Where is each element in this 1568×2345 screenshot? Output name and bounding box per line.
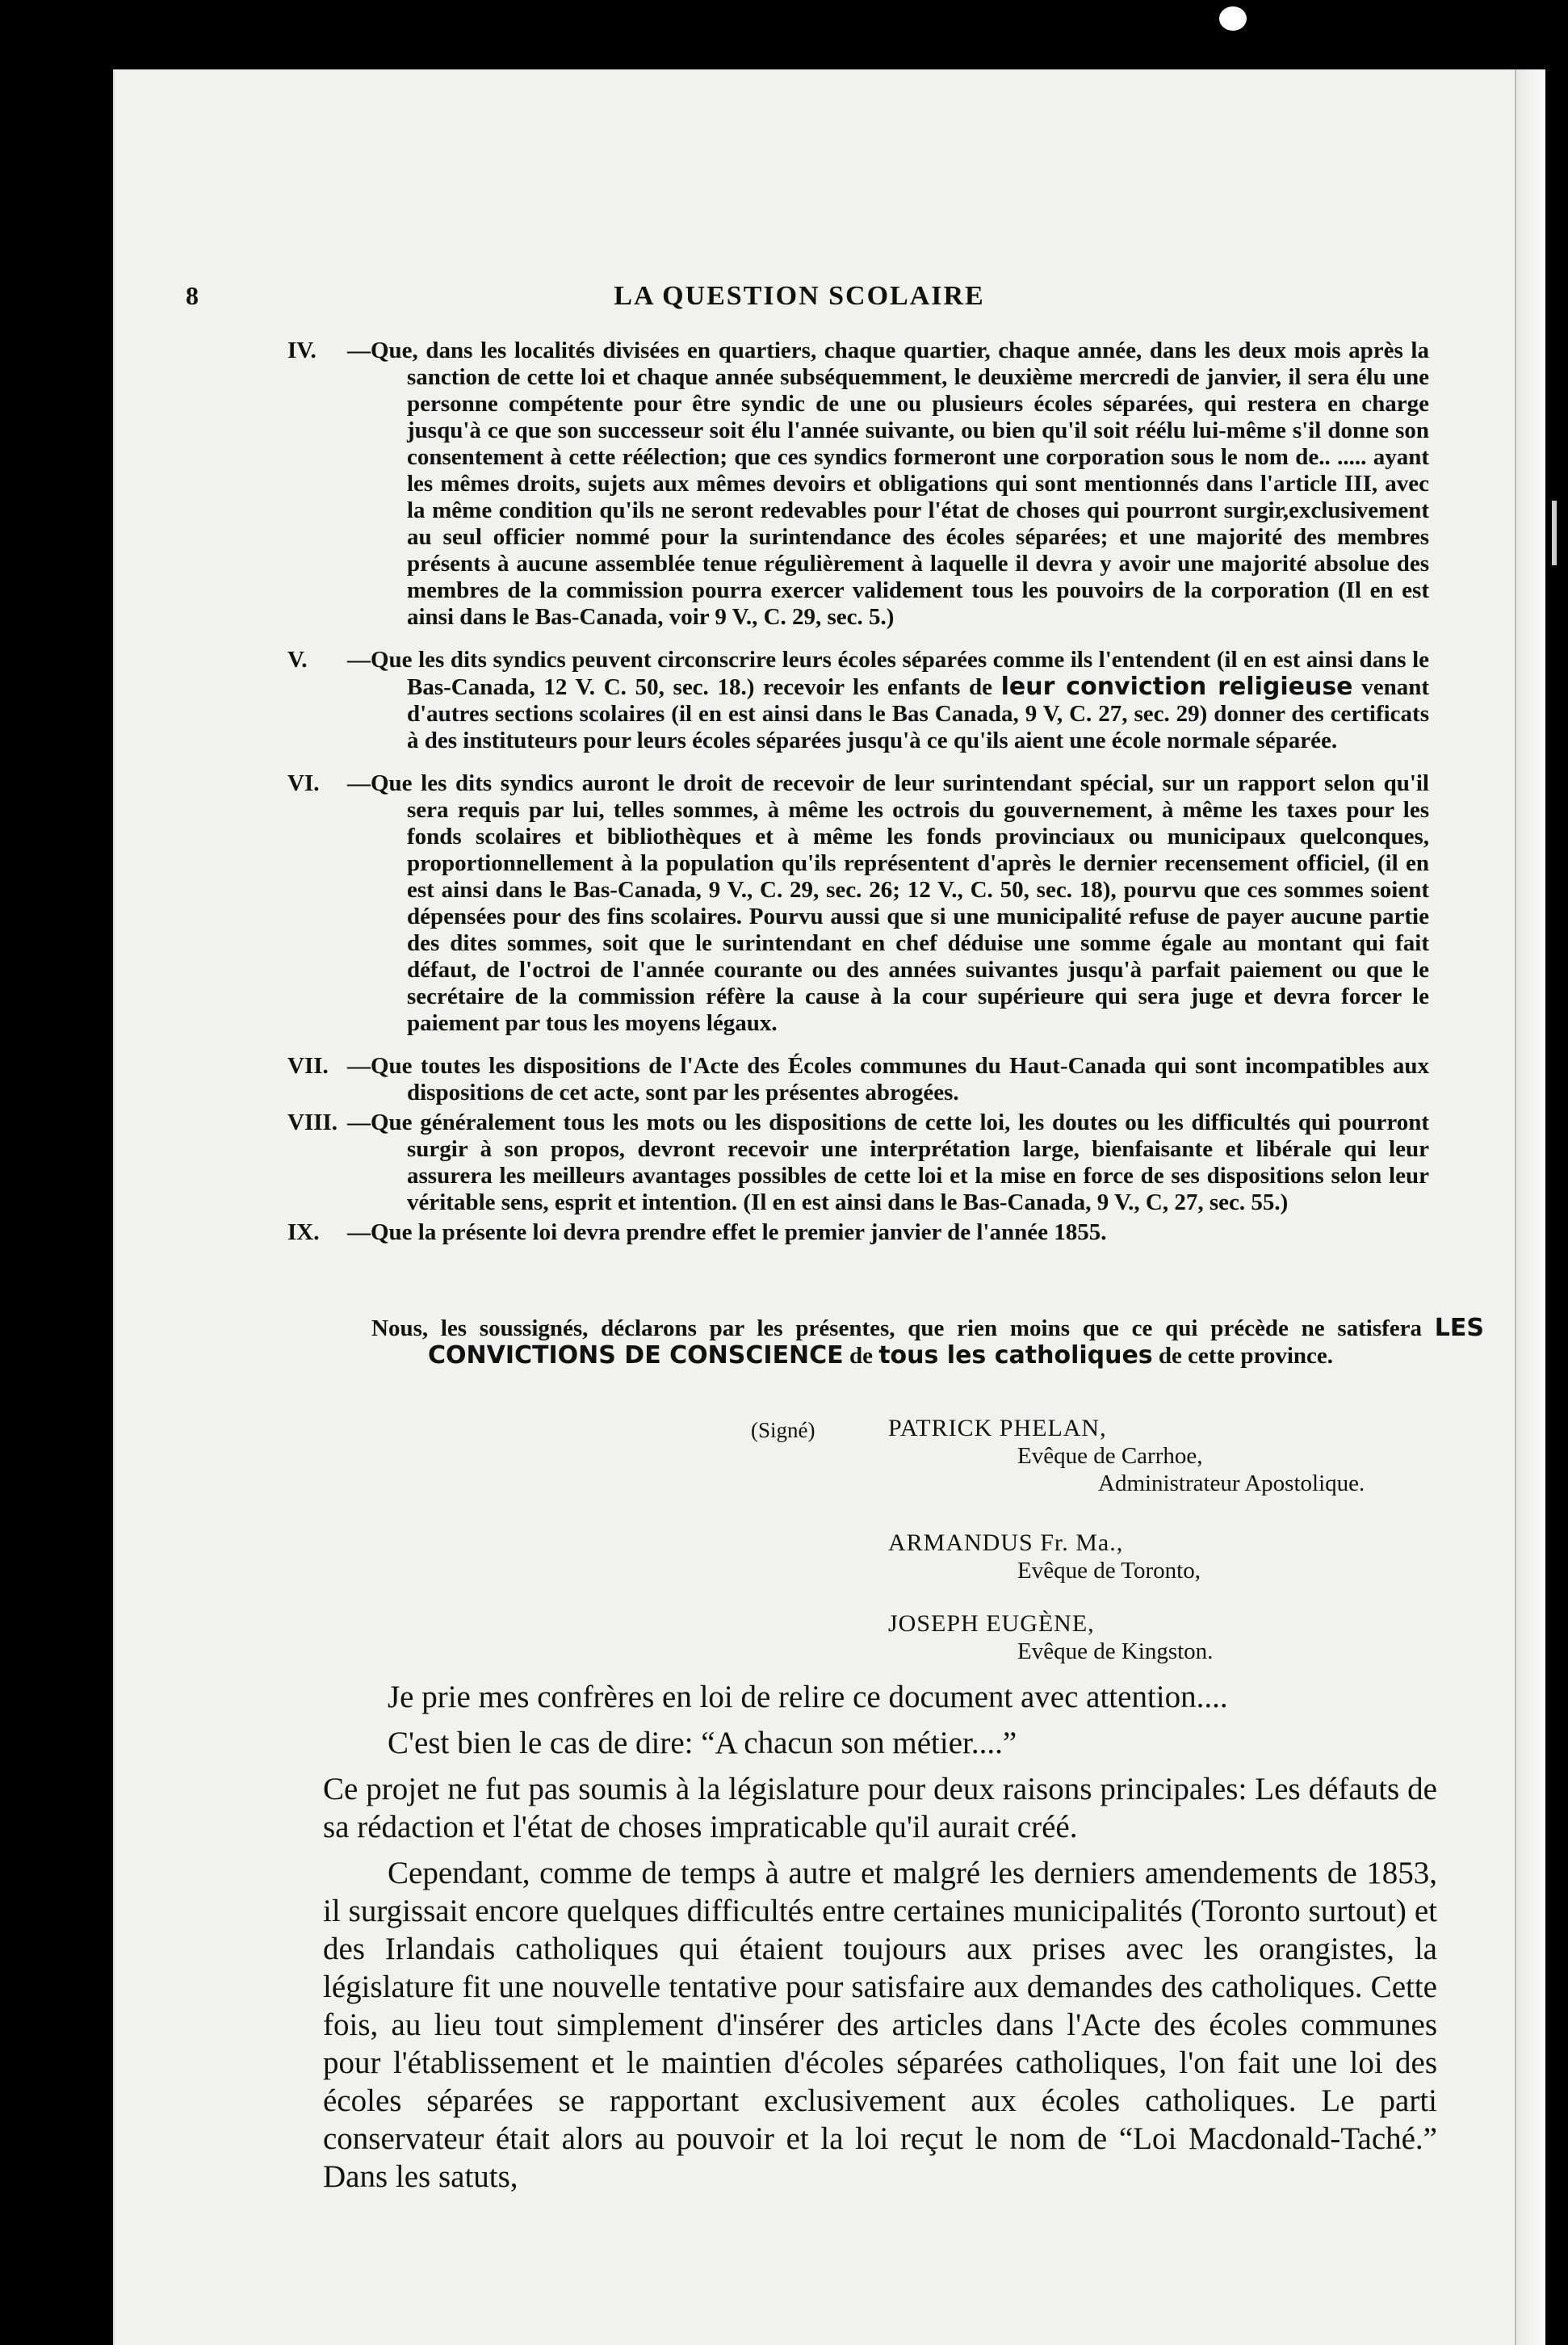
body-paragraph: Je prie mes confrères en loi de relire ce document avec attention.... <box>388 1680 1228 1714</box>
body-paragraph: C'est bien le cas de dire: “A chacun son métier....” <box>388 1726 1017 1760</box>
body-paragraph: Ce projet ne fut pas soumis à la législature pour deux raisons principales: Les défauts de sa rédaction et l'état de choses impraticable qu'il aurait créé. <box>323 1772 1437 1844</box>
signer-title: Evêque de Carrhoe, <box>1017 1443 1203 1469</box>
signer-phelan <box>751 1415 1445 1497</box>
signer-eugene <box>751 1610 1445 1665</box>
article-ix <box>347 1219 1429 1246</box>
article-emphasis: leur conviction religieuse <box>1000 673 1353 701</box>
article-text: venant d'autres sections scolaires (il en est ainsi dans le Bas Canada, 9 V, C. 27, sec. 29) donner des certificats à des instituteurs pour leurs écoles séparées jusqu'à ce qu'ils aient une école normale séparée. <box>407 674 1430 753</box>
article-text: —Que généralement tous les mots ou les dispositions de cette loi, les doutes ou les difficultés qui pourront surgir à son propos, devront recevoir une interprétation large, bienfaisante et libérale qui leur assurera les meilleurs avantages possibles de cette loi et la mise en force de ses dispositions selon leur véritable sens, esprit et intention. (Il en est ainsi dans le Bas-Canada, 9 V., C, 27, sec. 55.) <box>347 1110 1429 1215</box>
body-text <box>323 1678 1437 2204</box>
page-edge <box>1515 69 1545 2345</box>
signer-title: Evêque de Toronto, <box>1017 1558 1201 1584</box>
declaration-text: de <box>843 1343 879 1369</box>
signer-armandus <box>751 1529 1445 1584</box>
article-text: —Que les dits syndics peuvent circonscrire leurs écoles séparées comme ils l'entendent (il en est ainsi dans le Bas-Canada, 12 V. C. 50, sec. 18.) recevoir les enfants de <box>347 647 1429 700</box>
body-paragraph: Cependant, comme de temps à autre et malgré les derniers amendements de 1853, il surgissait encore quelques difficultés entre certaines municipalités (Toronto surtout) et des Irlandais catholiques qui étaient toujours aux prises avec les orangistes, la législature fit une nouvelle tentative pour satisfaire aux demandes des catholiques. Cette fois, au lieu tout simplement d'insérer des articles dans l'Acte des écoles communes pour l'établissement et le maintien d'écoles séparées catholiques, l'on fait une loi des écoles séparées se rapportant exclusivement aux écoles catholiques. Le parti conservateur était alors au pouvoir et la loi reçut le nom de “Loi Macdonald-Taché.” Dans les satuts, <box>323 1856 1437 2194</box>
signed-label: (Signé) <box>751 1418 815 1442</box>
article-vii <box>347 1053 1429 1106</box>
signer-title: Evêque de Kingston. <box>1017 1638 1214 1664</box>
signer-name: JOSEPH EUGÈNE, <box>888 1610 1095 1637</box>
article-v <box>347 647 1429 754</box>
articles-list <box>347 338 1429 1262</box>
page-header <box>186 281 1413 329</box>
signer-name: ARMANDUS Fr. Ma., <box>888 1529 1124 1556</box>
signatures <box>751 1415 1445 1691</box>
declaration <box>371 1315 1484 1370</box>
declaration-text: Nous, les soussignés, déclarons par les présentes, que rien moins que ce qui précède ne satisfera <box>371 1315 1435 1341</box>
declaration-emphasis: LES CONVICTIONS DE CONSCIENCE <box>428 1314 1484 1370</box>
signer-name: PATRICK PHELAN, <box>888 1415 1107 1441</box>
article-text: —Que les dits syndics auront le droit de recevoir de leur surintendant spécial, sur un rapport selon qu'il sera requis par lui, telles sommes, à même les octrois du gouvernement, à même les taxes pour les fonds scolaires et bibliothèques et à même les fonds provinciaux ou municipaux quelconques, proportionnellement à la population qu'ils représentent d'après le dernier recensement officiel, (il en est ainsi dans le Bas-Canada, 9 V., C. 29, sec. 26; 12 V., C. 50, sec. 18), pourvu que ces sommes soient dépensées pour des fins scolaires. Pourvu aussi que si une municipalité refuse de payer aucune partie des dites sommes, soit que le surintendant en chef déduise une somme égale au montant qui fait défaut, de l'octroi de l'année courante ou des années suivantes jusqu'à parfait paiement ou que le secrétaire de la commission réfère la cause à la cour supérieure qui sera juge et devra forcer le paiement par tous les moyens légaux. <box>347 770 1429 1036</box>
article-viii <box>347 1110 1429 1216</box>
scan-mark <box>1552 501 1557 565</box>
signer-title: Administrateur Apostolique. <box>1098 1470 1365 1496</box>
article-text: —Que toutes les dispositions de l'Acte des Écoles communes du Haut-Canada qui sont incompatibles aux dispositions de cet acte, sont par les présentes abrogées. <box>347 1053 1429 1105</box>
declaration-emphasis: tous les catholiques <box>878 1341 1153 1370</box>
article-text: —Que, dans les localités divisées en quartiers, chaque quartier, chaque année, dans les deux mois après la sanction de cette loi et chaque année subséquemment, le deuxième mercredi de janvier, il sera élu une personne compétente pour être syndic de une ou plusieurs écoles séparées, qui restera en charge jusqu'à ce que son successeur soit élu l'année suivante, ou bien qu'il soit réélu lui-même s'il donne son consentement à cette réélection; que ces syndics formeront une corporation sous le nom de.. ..... ayant les mêmes droits, sujets aux mêmes devoirs et obligations qui sont mentionnés dans l'article III, avec la même condition qu'ils ne seront redevables pour l'état de choses qui pourront surgir,exclusivement au seul officier nommé pour la surintendance des écoles séparées; et une majorité des membres présents à aucune assemblée tenue régulièrement à laquelle il devra y avoir une majorité absolue des membres de la commission pourra exercer validement tous les pouvoirs de la corporation (Il en est ainsi dans le Bas-Canada, voir 9 V., C. 29, sec. 5.) <box>347 338 1429 630</box>
running-title: LA QUESTION SCOLAIRE <box>614 281 985 311</box>
article-iv <box>347 338 1429 631</box>
declaration-text: de cette province. <box>1152 1343 1334 1369</box>
article-vi <box>347 770 1429 1037</box>
scan-speck <box>1219 6 1247 31</box>
page-number: 8 <box>186 281 199 310</box>
article-text: —Que la présente loi devra prendre effet le premier janvier de l'année 1855. <box>347 1219 1107 1245</box>
